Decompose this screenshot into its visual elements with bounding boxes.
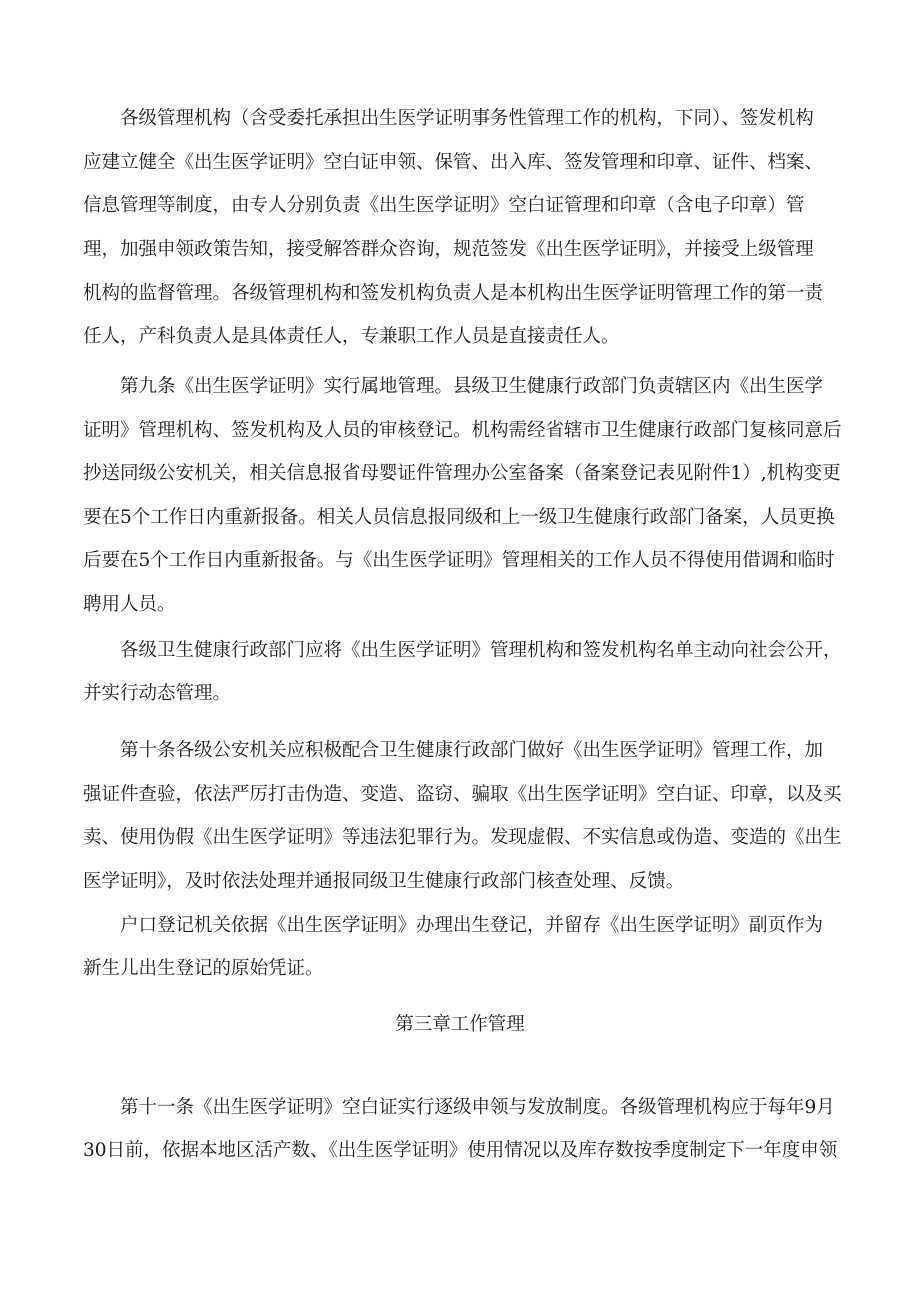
paragraph-2-line-2: 证明》管理机构、签发机构及人员的审核登记。机构需经省辖市卫生健康行政部门复核同意后: [83, 420, 842, 441]
paragraph-1-line-6: 任人，产科负责人是具体责任人，专兼职工作人员是直接责任人。: [83, 326, 620, 347]
paragraph-1-line-1: 各级管理机构（含受委托承担出生医学证明事务性管理工作的机构，下同）、签发机构: [120, 108, 814, 129]
paragraph-4-line-1: 第十条各级公安机关应积极配合卫生健康行政部门做好《出生医学证明》管理工作，加: [120, 740, 824, 761]
paragraph-3-line-1: 各级卫生健康行政部门应将《出生医学证明》管理机构和签发机构名单主动向社会公开，: [120, 640, 842, 661]
paragraph-2-line-5: 后要在5个工作日内重新报备。与《出生医学证明》管理相关的工作人员不得使用借调和临时: [83, 550, 835, 571]
paragraph-3-line-2: 并实行动态管理。: [83, 683, 232, 704]
paragraph-4-line-2: 强证件查验，依法严厉打击伪造、变造、盗窃、骗取《出生医学证明》空白证、印章，以及买: [83, 784, 842, 805]
paragraph-1-line-2: 应建立健全《出生医学证明》空白证申领、保管、出入库、签发管理和印章、证件、档案、: [83, 152, 824, 173]
paragraph-5-line-2: 新生儿出生登记的原始凭证。: [83, 958, 324, 979]
paragraph-2-line-4: 要在5个工作日内重新报备。相关人员信息报同级和上一级卫生健康行政部门备案，人员更换: [83, 507, 835, 528]
paragraph-6-line-2: 30日前，依据本地区活产数、《出生医学证明》使用情况以及库存数按季度制定下一年度申领: [83, 1140, 838, 1161]
paragraph-1-line-5: 机构的监督管理。各级管理机构和签发机构负责人是本机构出生医学证明管理工作的第一责: [83, 283, 824, 304]
paragraph-1-line-3: 信息管理等制度，由专人分别负责《出生医学证明》空白证管理和印章（含电子印章）管: [83, 195, 805, 216]
paragraph-4-line-4: 医学证明》，及时依法处理并通报同级卫生健康行政部门核查处理、反馈。: [83, 871, 685, 892]
paragraph-2-line-6: 聘用人员。: [83, 594, 176, 615]
paragraph-1-line-4: 理，加强申领政策告知，接受解答群众咨询，规范签发《出生医学证明》，并接受上级管理: [83, 239, 814, 260]
chapter-heading: 第三章工作管理: [395, 1014, 525, 1035]
paragraph-2-line-3: 抄送同级公安机关，相关信息报省母婴证件管理办公室备案（备案登记表见附件1）,机构变更: [83, 463, 841, 484]
paragraph-6-line-1: 第十一条《出生医学证明》空白证实行逐级申领与发放制度。各级管理机构应于每年9月: [120, 1097, 835, 1118]
paragraph-5-line-1: 户口登记机关依据《出生医学证明》办理出生登记，并留存《出生医学证明》副页作为: [120, 915, 824, 936]
paragraph-4-line-3: 卖、使用伪假《出生医学证明》等违法犯罪行为。发现虚假、不实信息或伪造、变造的《出生: [83, 827, 842, 848]
paragraph-2-line-1: 第九条《出生医学证明》实行属地管理。县级卫生健康行政部门负责辖区内《出生医学: [120, 376, 824, 397]
